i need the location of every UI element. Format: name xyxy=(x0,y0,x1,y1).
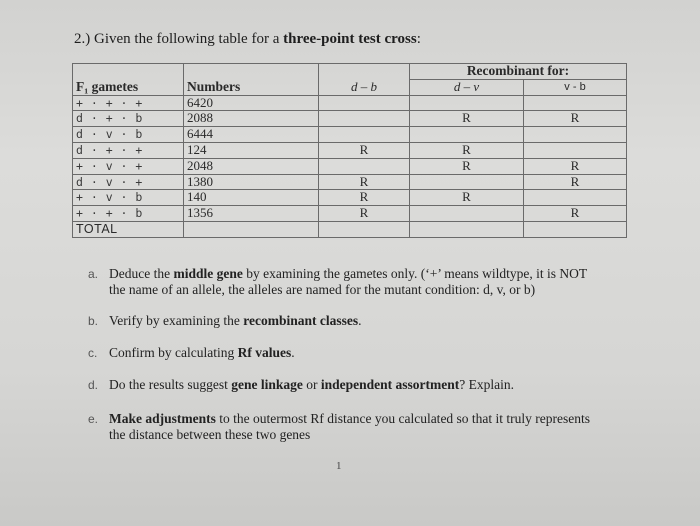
question-d-label: d. xyxy=(88,378,99,392)
recombinant-for-header: Recombinant for: xyxy=(410,64,627,80)
vb-cell: R xyxy=(524,158,627,174)
dv-cell xyxy=(410,127,524,143)
question-d: d. Do the results suggest gene linkage or independent assortment? Explain. xyxy=(88,377,515,392)
three-point-cross-table xyxy=(72,63,627,238)
number-cell: 1380 xyxy=(184,174,319,190)
table-row xyxy=(73,158,627,174)
db-cell: R xyxy=(319,142,410,158)
d-b-header: d – b xyxy=(319,79,410,95)
gamete-cell: + · v · + xyxy=(73,158,184,174)
table-row xyxy=(73,174,627,190)
total-label: TOTAL xyxy=(73,221,184,237)
dv-cell: R xyxy=(410,190,524,206)
title-suffix: : xyxy=(416,31,421,47)
vb-cell: R xyxy=(524,174,627,190)
question-e: e. Make adjustments to the outermost Rf distance you calculated so that it truly represents the distance between these two genes xyxy=(88,411,591,442)
vb-cell xyxy=(524,127,627,143)
gamete-cell: d · + · + xyxy=(73,142,184,158)
db-cell: R xyxy=(319,206,410,222)
v-b-header: v - b xyxy=(524,79,627,95)
db-cell xyxy=(319,158,410,174)
gamete-cell: + · + · b xyxy=(73,206,184,222)
dv-cell xyxy=(410,95,524,111)
gamete-cell: d · v · + xyxy=(73,174,184,190)
number-cell: 6420 xyxy=(184,95,319,111)
title-bold: three-point test cross xyxy=(283,31,417,47)
gamete-cell: d · v · b xyxy=(73,127,184,143)
table-row xyxy=(73,142,627,158)
question-a: a. Deduce the middle gene by examining the gametes only. (‘+’ means wildtype, it is NOT the name of an allele, the alleles are named for the mutant condition: d, v, or b) xyxy=(88,266,588,297)
d-v-header: d – v xyxy=(410,79,524,95)
dv-cell xyxy=(410,174,524,190)
vb-cell xyxy=(524,190,627,206)
db-cell xyxy=(319,111,410,127)
question-c-label: c. xyxy=(88,346,98,360)
dv-cell: R xyxy=(410,158,524,174)
table-total-row xyxy=(73,221,627,237)
number-cell: 1356 xyxy=(184,206,319,222)
question-a-label: a. xyxy=(88,267,99,281)
dv-cell: R xyxy=(410,142,524,158)
dv-cell: R xyxy=(410,111,524,127)
db-cell: R xyxy=(319,190,410,206)
number-cell: 2088 xyxy=(184,111,319,127)
title-prefix: 2.) Given the following table for a xyxy=(74,31,284,47)
question-c: c. Confirm by calculating Rf values. xyxy=(88,345,295,360)
db-cell xyxy=(319,95,410,111)
question-b: b. Verify by examining the recombinant classes. xyxy=(88,313,362,328)
db-cell: R xyxy=(319,174,410,190)
vb-cell: R xyxy=(524,206,627,222)
gamete-cell: d · + · b xyxy=(73,111,184,127)
table-row xyxy=(73,206,627,222)
question-b-label: b. xyxy=(88,314,99,328)
question-e-label: e. xyxy=(88,412,99,426)
number-cell: 140 xyxy=(184,190,319,206)
table-header-row-1 xyxy=(73,64,627,80)
table-row xyxy=(73,127,627,143)
gametes-header: F₁ gametes xyxy=(73,79,184,95)
number-cell: 6444 xyxy=(184,127,319,143)
vb-cell xyxy=(524,95,627,111)
db-cell xyxy=(319,127,410,143)
table-header-row-2 xyxy=(73,79,627,95)
numbers-header: Numbers xyxy=(184,79,319,95)
vb-cell: R xyxy=(524,111,627,127)
vb-cell xyxy=(524,142,627,158)
question-title xyxy=(74,31,421,48)
number-cell: 2048 xyxy=(184,158,319,174)
table-row xyxy=(73,111,627,127)
number-cell: 124 xyxy=(184,142,319,158)
page-number: 1 xyxy=(336,460,342,472)
gamete-cell: + · + · + xyxy=(73,95,184,111)
table-row xyxy=(73,95,627,111)
gamete-cell: + · v · b xyxy=(73,190,184,206)
total-number-cell xyxy=(184,221,319,237)
dv-cell xyxy=(410,206,524,222)
table-row xyxy=(73,190,627,206)
